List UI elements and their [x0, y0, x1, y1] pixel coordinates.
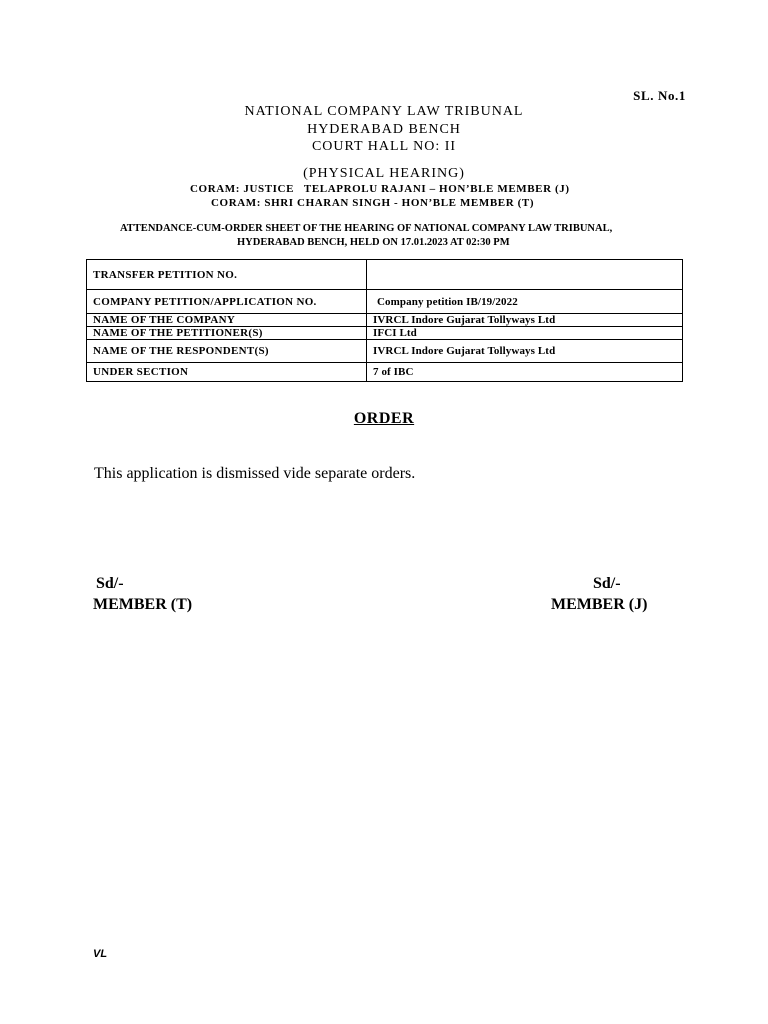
bench-name: HYDERABAD BENCH — [307, 122, 461, 137]
table-row — [87, 314, 683, 327]
table-row — [87, 363, 683, 382]
signature-left: Sd/- — [96, 575, 124, 592]
order-text: This application is dismissed vide separate orders. — [94, 465, 416, 482]
case-field-value: IFCI Ltd — [367, 327, 683, 340]
attendance-title-line-1: ATTENDANCE-CUM-ORDER SHEET OF THE HEARING OF NATIONAL COMPANY LAW TRIBUNAL, — [120, 223, 613, 234]
attendance-title-line-2: HYDERABAD BENCH, HELD ON 17.01.2023 AT 02:30 PM — [237, 237, 510, 248]
table-row — [87, 290, 683, 314]
table-row — [87, 327, 683, 340]
member-judicial-label: MEMBER (J) — [551, 596, 648, 613]
hearing-type: (PHYSICAL HEARING) — [303, 166, 465, 181]
case-field-value: IVRCL Indore Gujarat Tollyways Ltd — [367, 340, 683, 363]
table-row — [87, 340, 683, 363]
case-details-table — [86, 259, 683, 382]
coram-member: CORAM: SHRI CHARAN SINGH - HON’BLE MEMBER (T) — [211, 197, 535, 209]
case-field-label: COMPANY PETITION/APPLICATION NO. — [87, 290, 367, 314]
case-field-label: UNDER SECTION — [87, 363, 367, 382]
footer-initials: VL — [93, 948, 108, 960]
order-heading: ORDER — [353, 410, 415, 427]
court-hall: COURT HALL NO: II — [311, 139, 457, 154]
case-field-label: NAME OF THE COMPANY — [87, 314, 367, 327]
case-field-label: NAME OF THE PETITIONER(S) — [87, 327, 367, 340]
case-field-label: NAME OF THE RESPONDENT(S) — [87, 340, 367, 363]
case-field-value: Company petition IB/19/2022 — [367, 290, 683, 314]
table-row — [87, 260, 683, 290]
signature-right: Sd/- — [593, 575, 621, 592]
member-technical-label: MEMBER (T) — [93, 596, 193, 613]
case-field-value: IVRCL Indore Gujarat Tollyways Ltd — [367, 314, 683, 327]
coram-justice: CORAM: JUSTICE TELAPROLU RAJANI – HON’BLE MEMBER (J) — [190, 183, 570, 195]
case-field-label: TRANSFER PETITION NO. — [87, 260, 367, 290]
serial-number: SL. No.1 — [633, 88, 686, 103]
case-field-value — [367, 260, 683, 290]
tribunal-name: NATIONAL COMPANY LAW TRIBUNAL — [244, 104, 524, 119]
case-field-value: 7 of IBC — [367, 363, 683, 382]
